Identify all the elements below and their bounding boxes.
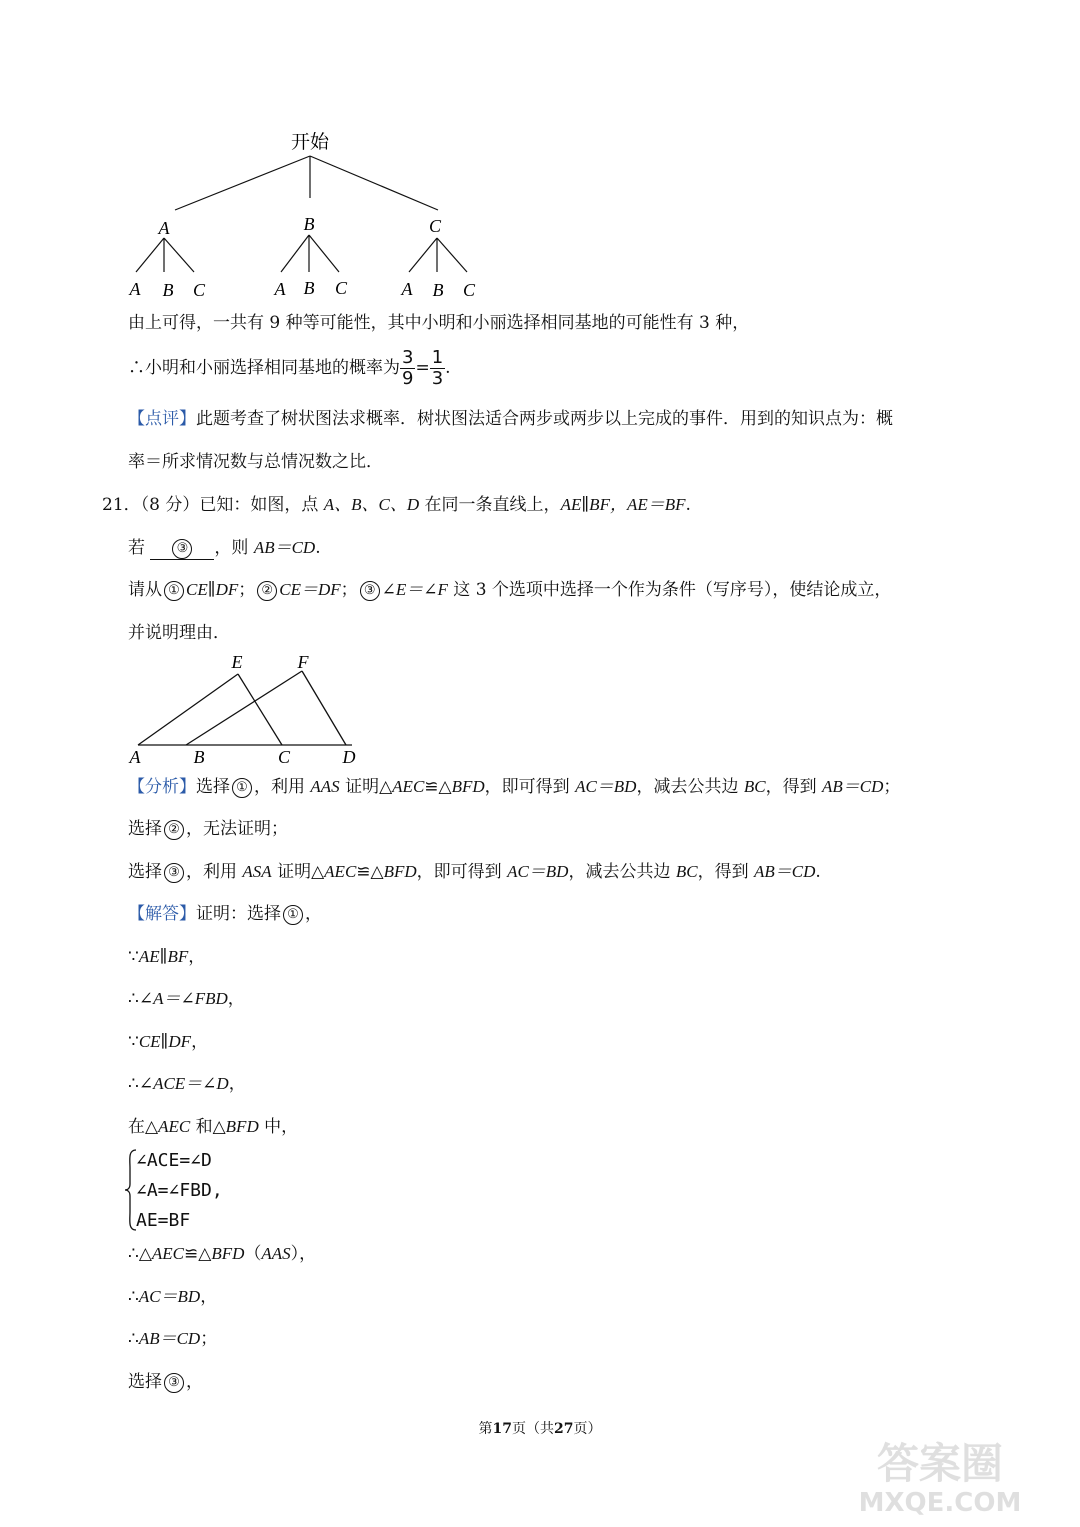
tree-leaf-a2: A xyxy=(274,279,286,299)
answer-blank: ③ xyxy=(150,537,214,560)
question-21-head: 21．（8 分）已知：如图，点 A、B、C、D 在同一条直线上，AE∥BF，AE＝BF. xyxy=(102,495,691,515)
conclusion-text: 由上可得，一共有 9 种等可能性，其中小明和小丽选择相同基地的可能性有 3 种， xyxy=(128,313,750,333)
tree-leaf-b2: B xyxy=(303,278,315,298)
proof-step-9: 选择 ③ ， xyxy=(128,1372,203,1392)
system-row-3: AE=BF xyxy=(136,1210,191,1231)
proof-step-3: ∵CE∥DF， xyxy=(128,1032,209,1052)
point-label-d: D xyxy=(342,747,356,767)
tree-l1-a: A xyxy=(158,218,170,238)
point-label-f: F xyxy=(297,652,309,672)
proof-step-1: ∵AE∥BF， xyxy=(128,947,206,967)
analysis-line-3: 选择 ③ ，利用 ASA 证明△AEC≌△BFD，即可得到 AC＝BD，减去公共边 BC，得到 AB＝CD. xyxy=(128,862,821,882)
question-21-explain: 并说明理由． xyxy=(128,623,230,643)
review-line-2: 率＝所求情况数与总情况数之比． xyxy=(128,452,383,472)
tree-leaf-c2: C xyxy=(334,278,348,298)
solution-tag: 【解答】 xyxy=(128,904,196,924)
point-label-a: A xyxy=(129,747,141,767)
tree-leaf-c3: C xyxy=(462,280,476,300)
watermark-logo: 答案圈 MXQE.COM xyxy=(858,1439,1022,1518)
tree-leaf-c1: C xyxy=(192,280,206,300)
analysis-tag: 【分析】 xyxy=(128,777,196,797)
analysis-line-1: 【分析】选择 ① ，利用 AAS 证明△AEC≌△BFD，即可得到 AC＝BD，减去公共边 BC，得到 AB＝CD； xyxy=(128,777,901,797)
fraction-1-3: $\frac{1}{3}$ xyxy=(431,347,444,389)
proof-step-4: ∴∠ACE＝∠D， xyxy=(128,1074,246,1094)
review-line-1: 【点评】此题考查了树状图法求概率．树状图法适合两步或两步以上完成的事件．用到的知识点为：概 xyxy=(128,409,893,429)
tree-leaf-b1: B xyxy=(162,280,174,300)
proof-step-5: 在△AEC 和△BFD 中， xyxy=(128,1117,299,1137)
point-label-c: C xyxy=(277,747,291,767)
tree-l1-b: B xyxy=(303,214,315,234)
tree-root-label: 开始 xyxy=(290,131,330,153)
equation-system xyxy=(136,1146,223,1236)
probability-text: ∴小明和小丽选择相同基地的概率为 xyxy=(128,358,400,378)
question-21-options: 请从 ① CE∥DF； ② CE＝DF； ③ ∠E＝∠F 这 3 个选项中选择一个作为条件（写序号），使结论成立， xyxy=(128,580,892,600)
point-label-e: E xyxy=(231,652,243,672)
proof-step-2: ∴∠A＝∠FBD， xyxy=(128,989,245,1009)
proof-step-7: ∴AC＝BD， xyxy=(128,1287,218,1307)
tree-leaf-b3: B xyxy=(432,280,444,300)
page-number: 17 xyxy=(492,1421,512,1437)
probability-line: ∴小明和小丽选择相同基地的概率为 $\frac{3}{9}$ = $\frac{1}{3}$ . xyxy=(128,347,451,389)
probability-tree-diagram xyxy=(120,120,500,305)
page-total: 27 xyxy=(554,1421,574,1437)
page-footer: 第17页（共27页） xyxy=(478,1421,602,1437)
system-row-1: ∠ACE=∠D xyxy=(136,1150,212,1171)
review-tag: 【点评】 xyxy=(128,409,196,429)
proof-step-6: ∴△AEC≌△BFD（AAS）， xyxy=(128,1244,317,1264)
question-21-if: 若 ③ ，则 AB＝CD. xyxy=(128,538,321,558)
solution-line: 【解答】证明：选择 ① ， xyxy=(128,904,322,924)
tree-leaf-a1: A xyxy=(129,279,141,299)
geometry-figure xyxy=(120,650,370,770)
point-label-b: B xyxy=(193,747,205,767)
tree-leaf-a3: A xyxy=(401,279,413,299)
system-row-2: ∠A=∠FBD, xyxy=(136,1180,223,1201)
fraction-3-9: $\frac{3}{9}$ xyxy=(402,347,414,389)
tree-l1-c: C xyxy=(428,216,442,236)
analysis-line-2: 选择 ② ，无法证明； xyxy=(128,819,288,839)
proof-step-8: ∴AB＝CD； xyxy=(128,1329,218,1349)
conclusion-line xyxy=(128,312,749,334)
